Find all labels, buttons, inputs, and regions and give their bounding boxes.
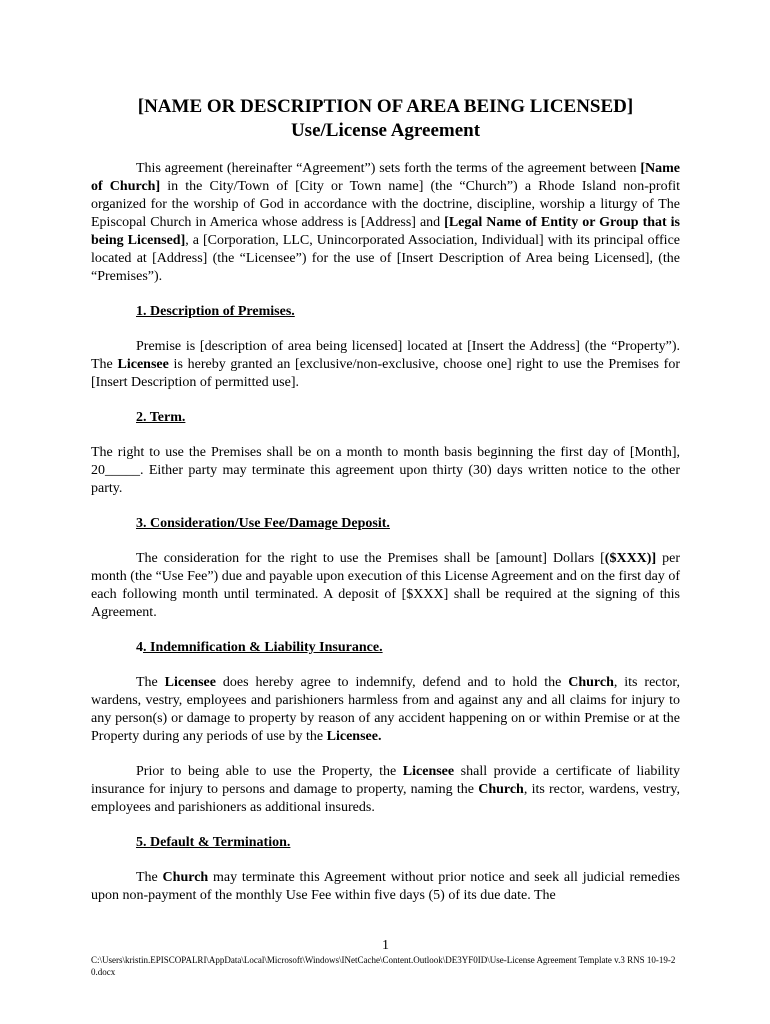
section-4-heading: 4. Indemnification & Liability Insurance. [136, 640, 383, 655]
intro-text-3: , a [Corporation, LLC, Unincorporated Association, Individual] with its principal office located at [Address] (the “Licensee”) for the use of [Insert Description of Area being Licensed], (the “Premises”). [91, 233, 680, 284]
document-title-line-2: Use/License Agreement [290, 120, 481, 141]
section-4-paragraph-1: The Licensee does hereby agree to indemnify, defend and to hold the Church, its rector, wardens, vestry, employees and parishioners harmless from and against any and all claims for injury to any person(s) or damage to property by reason of any accident happening on or within Premise or at the Property during any periods of use by the Licensee. [91, 675, 680, 744]
file-path: C:\Users\kristin.EPISCOPALRI\AppData\Local\Microsoft\Windows\INetCache\Content.Outlook\DE3YF0ID\Use-License Agreement Template v.3 RNS 10-19-20.docx [91, 955, 676, 977]
section-2-heading: 2. Term. [136, 410, 186, 425]
intro-text-1: This agreement (hereinafter “Agreement”) sets forth the terms of the agreement between [136, 161, 641, 176]
page-footer [91, 938, 680, 978]
section-5-paragraph: The Church may terminate this Agreement without prior notice and seek all judicial remedies upon non-payment of the monthly Use Fee within five days (5) of its due date. The [91, 870, 680, 903]
document-title-line-1: [NAME OR DESCRIPTION OF AREA BEING LICENSED] [137, 96, 634, 117]
section-1-heading: 1. Description of Premises. [136, 304, 295, 319]
intro-text-2: in the City/Town of [City or Town name] (the “Church”) a Rhode Island non-profit organized for the worship of God in accordance with the doctrine, discipline, worship a liturgy of The Episcopal Church in America whose address is [Address] and [91, 179, 681, 230]
section-3-heading: 3. Consideration/Use Fee/Damage Deposit. [136, 516, 390, 531]
section-4-paragraph-2: Prior to being able to use the Property, the Licensee shall provide a certificate of liability insurance for injury to persons and damage to property, naming the Church, its rector, wardens, vestry, employees and parishioners as additional insureds. [91, 764, 680, 815]
section-2-paragraph: The right to use the Premises shall be on a month to month basis beginning the first day of [Month], 20_____. Either party may terminate this agreement upon thirty (30) days written notice to the other party. [91, 445, 680, 496]
section-3-paragraph: The consideration for the right to use the Premises shall be [amount] Dollars [($XXX)] per month (the “Use Fee”) due and payable upon execution of this License Agreement and on the first day of each following month until terminated. A deposit of [$XXX] shall be required at the signing of this Agreement. [91, 551, 680, 620]
section-1-paragraph: Premise is [description of area being licensed] located at [Insert the Address] (the “Property”). The Licensee is hereby granted an [exclusive/non-exclusive, choose one] right to use the Premises for [Insert Description of permitted use]. [91, 339, 680, 390]
intro-paragraph [91, 160, 680, 286]
section-5-heading: 5. Default & Termination. [136, 835, 291, 850]
intro-licensee-name: [Legal Name of Entity or Group that is being Licensed] [91, 215, 681, 248]
document-body [91, 95, 680, 905]
page-number: 1 [382, 938, 389, 953]
intro-church-name: [Name of Church] [91, 161, 680, 194]
